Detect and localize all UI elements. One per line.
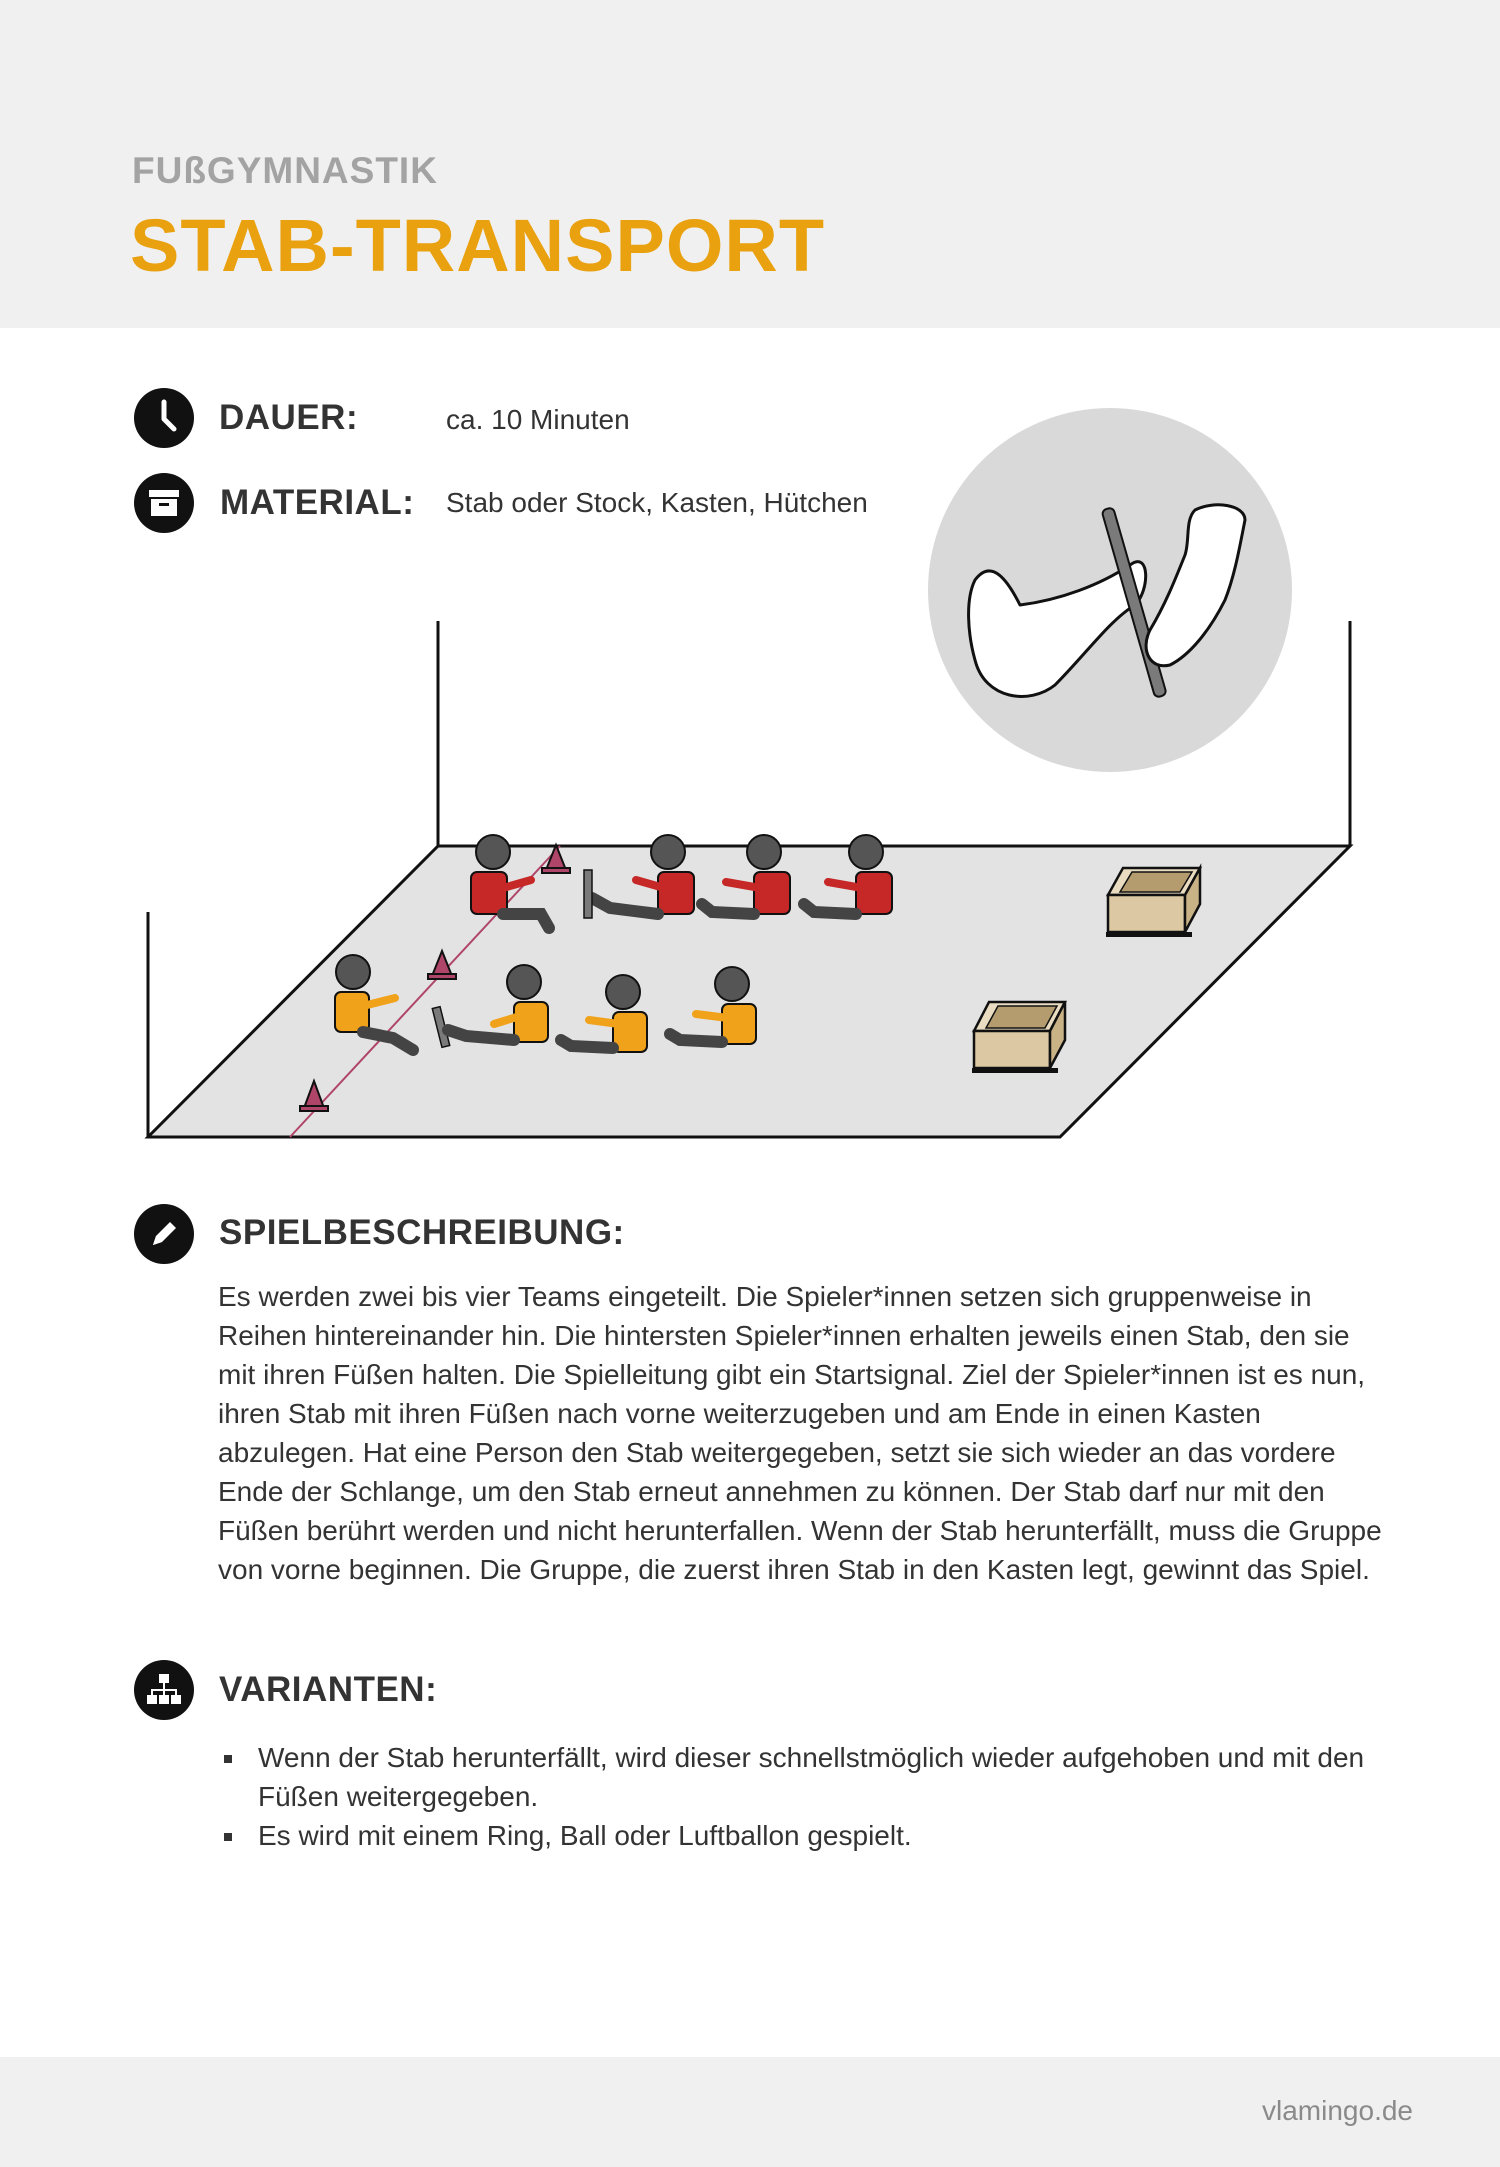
variant-item <box>218 1816 1388 1855</box>
variant-item <box>218 1738 1388 1816</box>
bullet-icon <box>224 1833 232 1841</box>
hierarchy-icon <box>134 1660 194 1720</box>
footer-band <box>0 2057 1500 2167</box>
feet-stick-detail-image <box>928 408 1292 772</box>
material-value: Stab oder Stock, Kasten, Hütchen <box>446 487 868 518</box>
variants-list <box>218 1738 1388 1855</box>
variant-text: Wenn der Stab herunterfällt, wird dieser schnellstmöglich wieder aufgehoben und mit den Füßen weitergegeben. <box>258 1742 1365 1812</box>
bullet-icon <box>224 1755 232 1763</box>
variant-text: Es wird mit einem Ring, Ball oder Luftballon gespielt. <box>258 1820 912 1851</box>
pencil-icon <box>134 1204 194 1264</box>
game-illustration <box>0 380 1500 1180</box>
page-title: STAB-TRANSPORT <box>130 204 826 287</box>
description-heading: SPIELBESCHREIBUNG: <box>219 1213 625 1252</box>
header-band <box>0 0 1500 328</box>
category-label: FUßGYMNASTIK <box>132 150 438 191</box>
duration-label: DAUER: <box>219 398 359 437</box>
variants-heading: VARIANTEN: <box>219 1670 438 1709</box>
stick <box>584 870 592 918</box>
box <box>972 1002 1065 1073</box>
description-text: Es werden zwei bis vier Teams eingeteilt. Die Spieler*innen setzen sich gruppenweise in Reihen hintereinander hin. Die hintersten Spieler*innen erhalten jeweils einen Stab, den sie mit ihren Füßen halten. Die Spielleitung gibt ein Startsignal. Ziel der Spieler*innen ist es nun, ihren Stab mit ihren Füßen nach vorne weiterzugeben und am Ende in einen Kasten abzulegen. Hat eine Person den Stab weitergegeben, setzt sie sich wieder an das vordere Ende der Schlange, um den Stab erneut annehmen zu können. Der Stab darf nur mit den Füßen berührt werden und nicht herunterfallen. Wenn der Stab herunterfällt, muss die Gruppe von vorne beginnen. Die Gruppe, die zuerst ihren Stab in den Kasten legt, gewinnt das Spiel. <box>218 1281 1382 1585</box>
box <box>1106 868 1200 937</box>
material-label: MATERIAL: <box>220 483 415 522</box>
footer-site-link[interactable]: vlamingo.de <box>1262 2095 1413 2126</box>
duration-value: ca. 10 Minuten <box>446 404 630 435</box>
